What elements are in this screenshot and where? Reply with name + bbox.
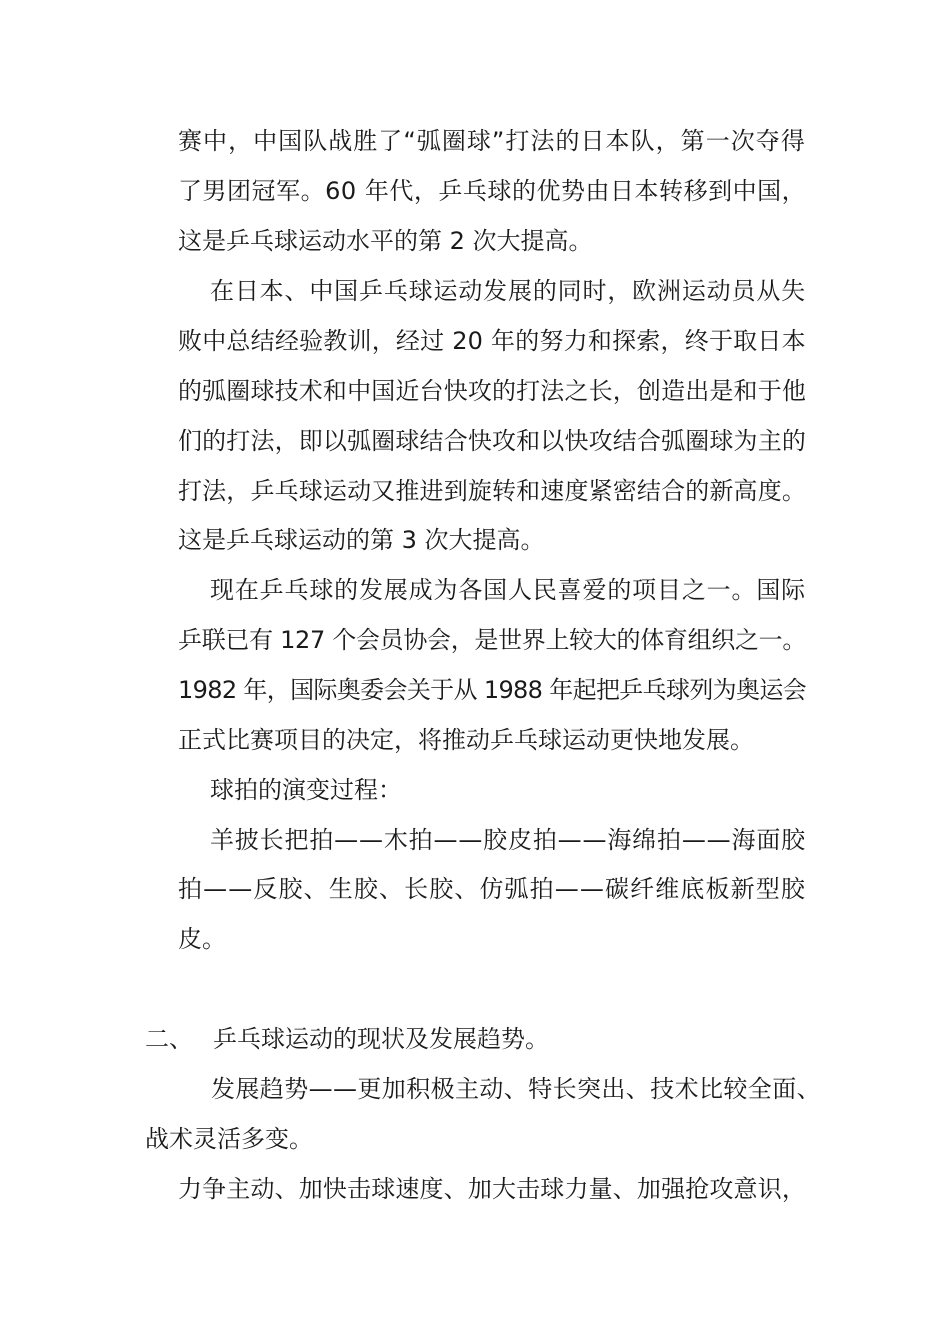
text-line: 打法，乒乓球运动又推进到旋转和速度紧密结合的新高度。 <box>178 477 806 505</box>
text-line: 正式比赛项目的决定，将推动乒乓球运动更快地发展。 <box>178 726 754 754</box>
text-line: 这是乒乓球运动水平的第 2 次大提高。 <box>178 227 593 255</box>
text-line: 皮。 <box>178 925 226 953</box>
text-line: 败中总结经验教训，经过 20 年的努力和探索，终于取日本 <box>178 327 806 355</box>
section-number: 二、 <box>145 1025 193 1053</box>
text-line: 发展趋势——更加积极主动、特长突出、技术比较全面、 <box>211 1075 821 1103</box>
text-line: 在日本、中国乒乓球运动发展的同时，欧洲运动员从失 <box>210 277 806 305</box>
text-line: 拍——反胶、生胶、长胶、仿弧拍——碳纤维底板新型胶 <box>178 875 806 903</box>
text-line: 了男团冠军。60 年代，乒乓球的优势由日本转移到中国， <box>178 177 807 205</box>
text-line: 乒联已有 127 个会员协会，是世界上较大的体育组织之一。 <box>178 626 807 654</box>
text-line: 现在乒乓球的发展成为各国人民喜爱的项目之一。国际 <box>210 576 806 604</box>
text-line: 这是乒乓球运动的第 3 次大提高。 <box>178 526 545 554</box>
section-title: 乒乓球运动的现状及发展趋势。 <box>213 1025 549 1053</box>
text-line: 战术灵活多变。 <box>145 1125 313 1153</box>
text-line: 的弧圈球技术和中国近台快攻的打法之长，创造出是和于他 <box>178 377 806 405</box>
text-line: 羊披长把拍——木拍——胶皮拍——海绵拍——海面胶 <box>210 826 806 854</box>
text-line: 球拍的演变过程： <box>210 776 402 804</box>
text-line: 赛中，中国队战胜了“弧圈球”打法的日本队，第一次夺得 <box>178 127 806 155</box>
text-line: 力争主动、加快击球速度、加大击球力量、加强抢攻意识， <box>178 1175 806 1203</box>
text-line: 们的打法，即以弧圈球结合快攻和以快攻结合弧圈球为主的 <box>178 427 806 455</box>
text-line: 1982 年，国际奥委会关于从 1988 年起把乒乓球列为奥运会 <box>178 676 807 704</box>
